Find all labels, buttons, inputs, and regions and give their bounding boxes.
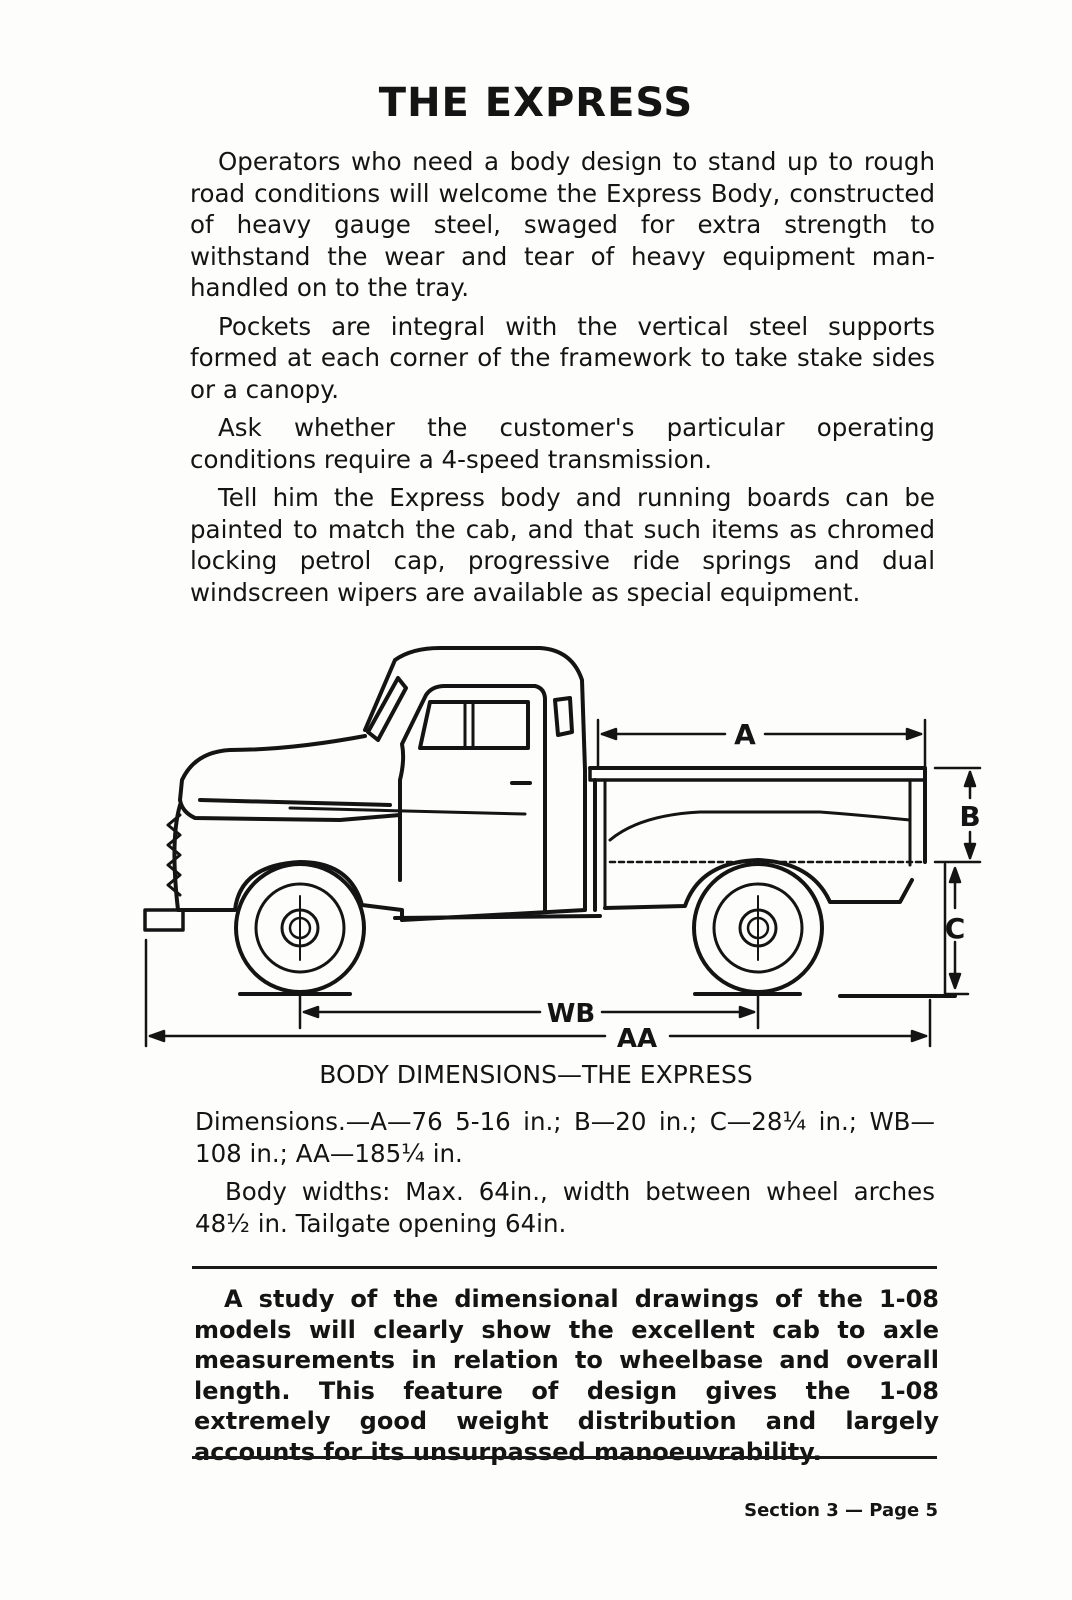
paragraph: Operators who need a body design to stand up to rough road conditions will welcome the Express Body, constructed of heavy gauge steel, swaged for extra strength to withstand the wear and tear of heavy equipment man-handled on to the tray.: [190, 147, 935, 302]
tray-swage: [610, 812, 910, 840]
hood-crease: [200, 800, 390, 805]
paragraph: Ask whether the customer's particular operating conditions require a 4-speed transmission.: [190, 413, 935, 474]
tray-top: [590, 768, 925, 862]
intro-text: [190, 146, 935, 615]
label-wb: WB: [546, 999, 596, 1029]
dimensions-text: Dimensions.—A—76 5-16 in.; B—20 in.; C—28¼ in.; WB—108 in.; AA—185¼ in.: [195, 1107, 935, 1168]
diagram-caption: BODY DIMENSIONS—THE EXPRESS: [319, 1060, 753, 1089]
rear-cab-window: [555, 698, 572, 735]
front-wheel: [236, 864, 364, 992]
body-swage-line: [290, 808, 525, 814]
study-text: A study of the dimensional drawings of the 1-08 models will clearly show the excellent cab to axle measurements in relation to wheelbase and overall length. This feature of design gives the 1-08 extremely good weight distribution and largely accounts for its unsurpassed manoeuvrability.: [194, 1285, 939, 1466]
front-bumper: [145, 910, 183, 930]
divider: [192, 1456, 937, 1459]
page-title: THE EXPRESS: [378, 80, 694, 126]
running-board: [395, 916, 600, 918]
label-a: A: [734, 718, 756, 751]
dimension-a: [598, 720, 925, 768]
paragraph: Tell him the Express body and running boards can be painted to match the cab, and that such items as chromed locking petrol cap, progressive ride springs and dual windscreen wipers are available as special equipment.: [190, 483, 935, 607]
label-c: C: [944, 912, 966, 945]
divider: [192, 1266, 937, 1269]
page-footer: Section 3 — Page 5: [744, 1500, 938, 1521]
paragraph: Pockets are integral with the vertical steel supports formed at each corner of the framework to take stake sides or a canopy.: [190, 311, 935, 404]
dimension-wb: [300, 996, 758, 1028]
body-widths-text: Body widths: Max. 64in., width between wheel arches 48½ in. Tailgate opening 64in.: [195, 1177, 935, 1238]
label-aa: AA: [616, 1024, 658, 1054]
front-fender: [174, 805, 402, 920]
dimensions-block: [195, 1106, 935, 1246]
rear-wheel: [694, 864, 822, 992]
truck-dimension-diagram: [140, 640, 1000, 1060]
label-b: B: [959, 800, 981, 833]
